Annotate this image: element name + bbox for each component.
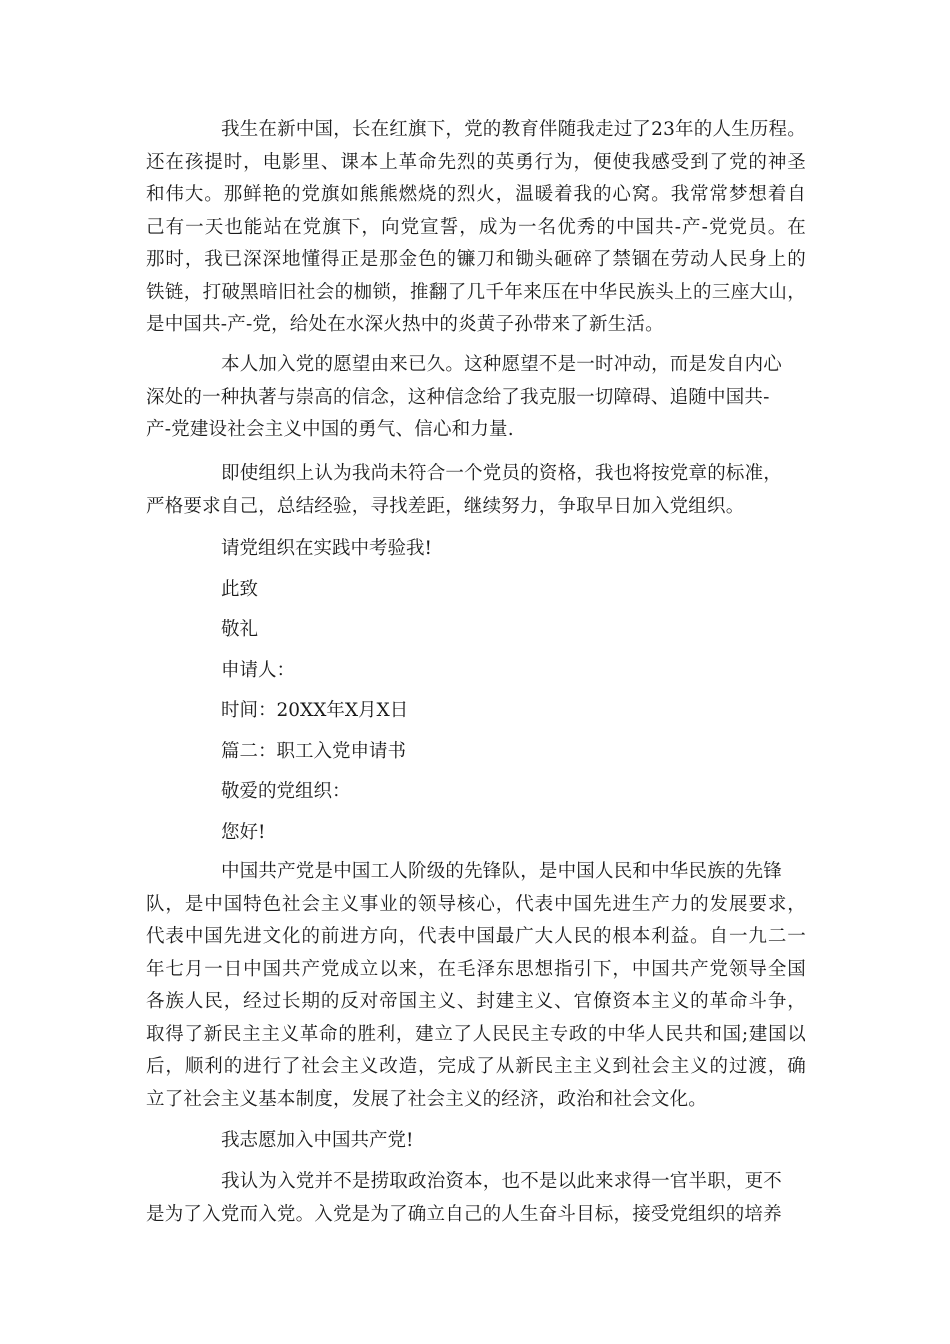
text-line: 各族人民，经过长期的反对帝国主义、封建主义、官僚资本主义的革命斗争， [146,991,806,1012]
text-line: 严格要求自己，总结经验，寻找差距，继续努力，争取早日加入党组织。 [146,495,745,517]
text-line: 铁链，打破黑暗旧社会的枷锁，推翻了几千年来压在中华民族头上的三座大山， [146,281,806,303]
text-line: 立了社会主义基本制度，发展了社会主义的经济，政治和社会文化。 [146,1088,708,1110]
text-line: 那时，我已深深地懂得正是那金色的镰刀和锄头砸碎了禁锢在劳动人民身上的 [146,249,806,270]
text-line: 中国共产党是中国工人阶级的先锋队，是中国人民和中华民族的先锋 [221,861,783,882]
paragraph-3 [146,458,806,523]
text-line: 即使组织上认为我尚未符合一个党员的资格，我也将按党章的标准， [221,463,783,484]
paragraph-5 [146,1166,806,1231]
text-line: 年七月一日中国共产党成立以来，在毛泽东思想指引下，中国共产党领导全国 [146,958,806,980]
text-line: 我志愿加入中国共产党! [221,1130,414,1151]
text-line: 请党组织在实践中考验我! [221,538,432,559]
text-line: 取得了新民主主义革命的胜利，建立了人民民主专政的中华人民共和国;建国以 [146,1023,806,1045]
text-line: 队，是中国特色社会主义事业的领导核心，代表中国先进生产力的发展要求， [146,893,806,915]
paragraph-1 [146,114,806,342]
text-line: 此致 [221,578,259,600]
greeting: 您好! [221,821,266,843]
text-line: 是中国共-产-党，给处在水深火热中的炎黄子孙带来了新生活。 [146,314,664,335]
text-line: 本人加入党的愿望由来已久。这种愿望不是一时冲动，而是发自内心 [221,354,783,375]
text-line: 申请人： [221,659,296,681]
text-line: 产-党建设社会主义中国的勇气、信心和力量. [146,419,514,440]
salutation: 敬爱的党组织： [221,781,351,802]
paragraph-4 [146,856,806,1116]
text-line: 后，顺利的进行了社会主义改造，完成了从新民主主义到社会主义的过渡，确 [146,1056,806,1077]
text-line: 时间：20XX年X月X日 [221,700,409,721]
text-line: 和伟大。那鲜艳的党旗如熊熊燃烧的烈火，温暖着我的心窝。我常常梦想着自 [146,184,806,205]
text-line: 还在孩提时，电影里、课本上革命先烈的英勇行为，便使我感受到了党的神圣 [146,151,806,173]
text-line: 我认为入党并不是捞取政治资本，也不是以此来求得一官半职，更不 [221,1171,783,1192]
text-line: 深处的一种执著与崇高的信念，这种信念给了我克服一切障碍、追随中国共- [146,386,770,408]
text-line: 我生在新中国，长在红旗下，党的教育伴随我走过了23年的人生历程。 [221,119,806,140]
section-heading: 篇二：职工入党申请书 [221,740,407,762]
paragraph-2 [146,349,806,447]
text-line: 己有一天也能站在党旗下，向党宣誓，成为一名优秀的中国共-产-党党员。在 [146,216,806,238]
text-line: 代表中国先进文化的前进方向，代表中国最广大人民的根本利益。自一九二一 [146,926,806,947]
text-line: 是为了入党而入党。入党是为了确立自己的人生奋斗目标，接受党组织的培养 [146,1203,782,1225]
closing-lines [146,533,806,849]
text-line: 敬礼 [221,619,259,640]
declaration-line [146,1125,806,1158]
